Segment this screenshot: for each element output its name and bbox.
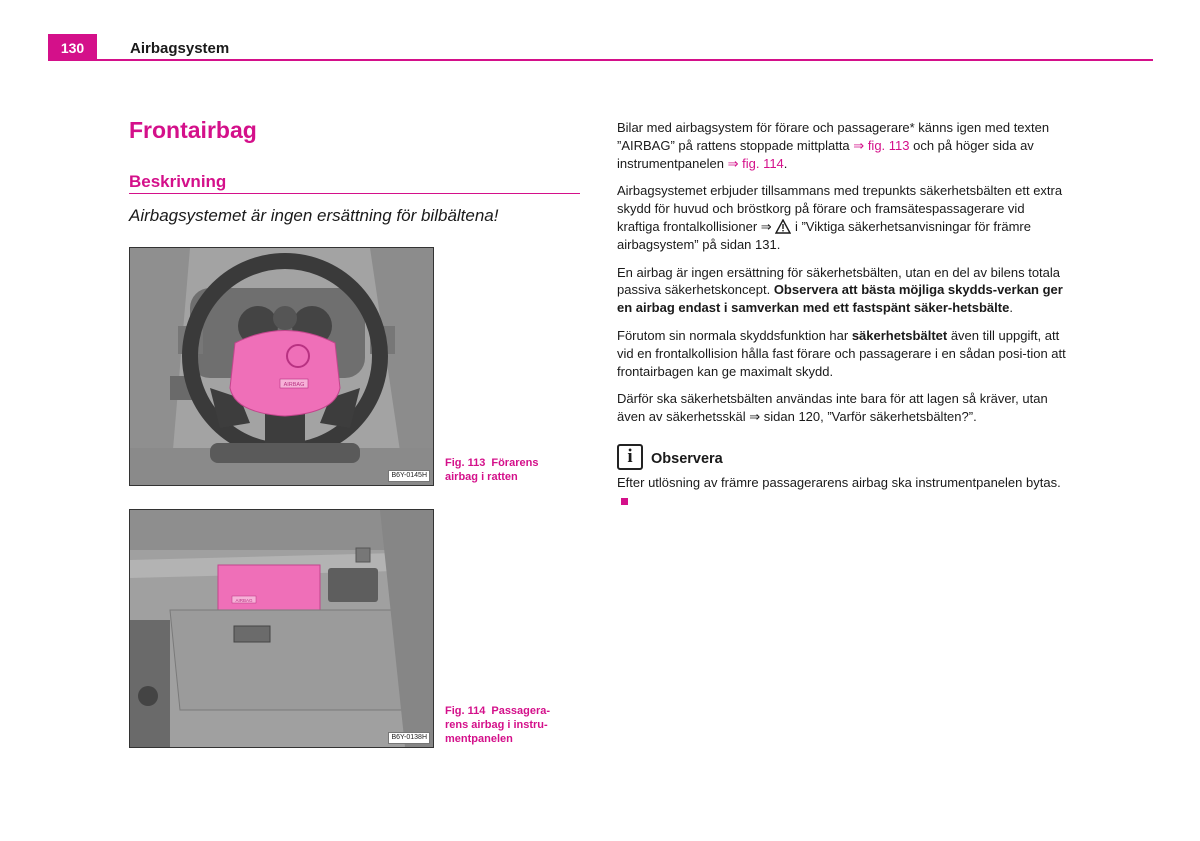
warning-triangle-icon[interactable]	[775, 219, 791, 234]
p3-text-c: .	[1009, 300, 1013, 316]
body-text-column	[617, 119, 1067, 520]
figure-114-dashboard	[129, 509, 434, 748]
paragraph-3	[617, 264, 1067, 317]
p3-bold: Observera att bästa möjliga skydds-verkan ger en airbag endast i samverkan med ett fastspänt säker-hetsbälte	[617, 282, 1063, 316]
paragraph-5	[617, 390, 1067, 426]
header-rule	[48, 59, 1153, 61]
page-number: 130	[60, 40, 85, 56]
airbag-label-114: AIRBAG	[235, 598, 253, 603]
link-fig-114[interactable]: fig. 114	[742, 155, 784, 171]
figure-113-steering-wheel	[129, 247, 434, 486]
paragraph-2	[617, 182, 1067, 253]
arrow-ref: ⇒	[760, 218, 772, 234]
p5-text-b: sidan 120, ”Varför säkerhetsbälten?”.	[760, 409, 977, 425]
section-header: Airbagsystem	[130, 40, 230, 57]
info-icon-letter: i	[627, 446, 633, 468]
p3-text-a: En airbag är ingen ersättning för säkerhetsbälten, utan en del av bilens totala passiva säkerhetskoncept.	[617, 264, 1061, 298]
p1-text-b: och på höger sida av instrumentpanelen	[617, 137, 1034, 171]
note-title: Observera	[651, 451, 723, 468]
note-body: Efter utlösning av främre passagerarens airbag ska instrumentpanelen bytas.	[617, 474, 1061, 490]
note-text	[617, 474, 1067, 510]
p2-text-b: i ”Viktiga säkerhetsanvisningar för främre airbagsystem” på sidan 131.	[617, 218, 1031, 252]
subtitle-rule	[129, 193, 580, 194]
p1-text-c: .	[783, 155, 788, 171]
paragraph-1	[617, 119, 1067, 172]
figure-code-113: B6Y-0145H	[388, 470, 430, 482]
p1-text-a: Bilar med airbagsystem för förare och passagerare* känns igen med texten ”AIRBAG” på rattens stoppade mittplatta	[617, 120, 1050, 153]
arrow-ref: ⇒	[727, 155, 739, 171]
end-mark-icon	[621, 498, 628, 505]
info-icon	[617, 444, 643, 470]
paragraph-4	[617, 327, 1067, 380]
p4-text-b: även till uppgift, att vid en frontalkollision hålla fast förare och passagerare i en sådan posi-tion att frontairbagen kan ge maximalt skydd.	[617, 327, 1066, 379]
arrow-ref: ⇒	[749, 409, 761, 425]
page-title: Frontairbag	[129, 117, 257, 143]
section-subtitle: Beskrivning	[129, 172, 227, 191]
figure-caption-text-114: Passagera-rens airbag i instru-mentpanelen	[445, 705, 551, 745]
figure-number-113: Fig. 113	[445, 457, 486, 469]
figure-caption-113	[445, 456, 570, 484]
figure-caption-text-113: Förarens airbag i ratten	[445, 457, 539, 483]
p5-text-a: Därför ska säkerhetsbälten användas inte bara för att lagen så kräver, utan även av säkerhetsskäl	[617, 391, 1048, 425]
figure-caption-114	[445, 704, 570, 746]
airbag-label-113: AIRBAG	[283, 382, 305, 388]
arrow-ref: ⇒	[853, 137, 865, 153]
p4-bold: säkerhetsbältet	[851, 327, 948, 343]
figure-number-114: Fig. 114	[445, 705, 486, 717]
p2-text-a: Airbagsystemet erbjuder tillsammans med trepunkts säkerhetsbälten ett extra skydd för huvud och bröstkorg på förare och framsätespassagerare vid kraftiga frontalkollisioner	[617, 183, 1063, 234]
note-header	[617, 444, 1067, 470]
link-fig-113[interactable]: fig. 113	[867, 137, 910, 153]
p4-text-a: Förutom sin normala skyddsfunktion har	[617, 327, 852, 343]
lead-sentence: Airbagsystemet är ingen ersättning för bilbältena!	[129, 206, 499, 225]
figure-code-114: B6Y-0138H	[388, 732, 430, 744]
